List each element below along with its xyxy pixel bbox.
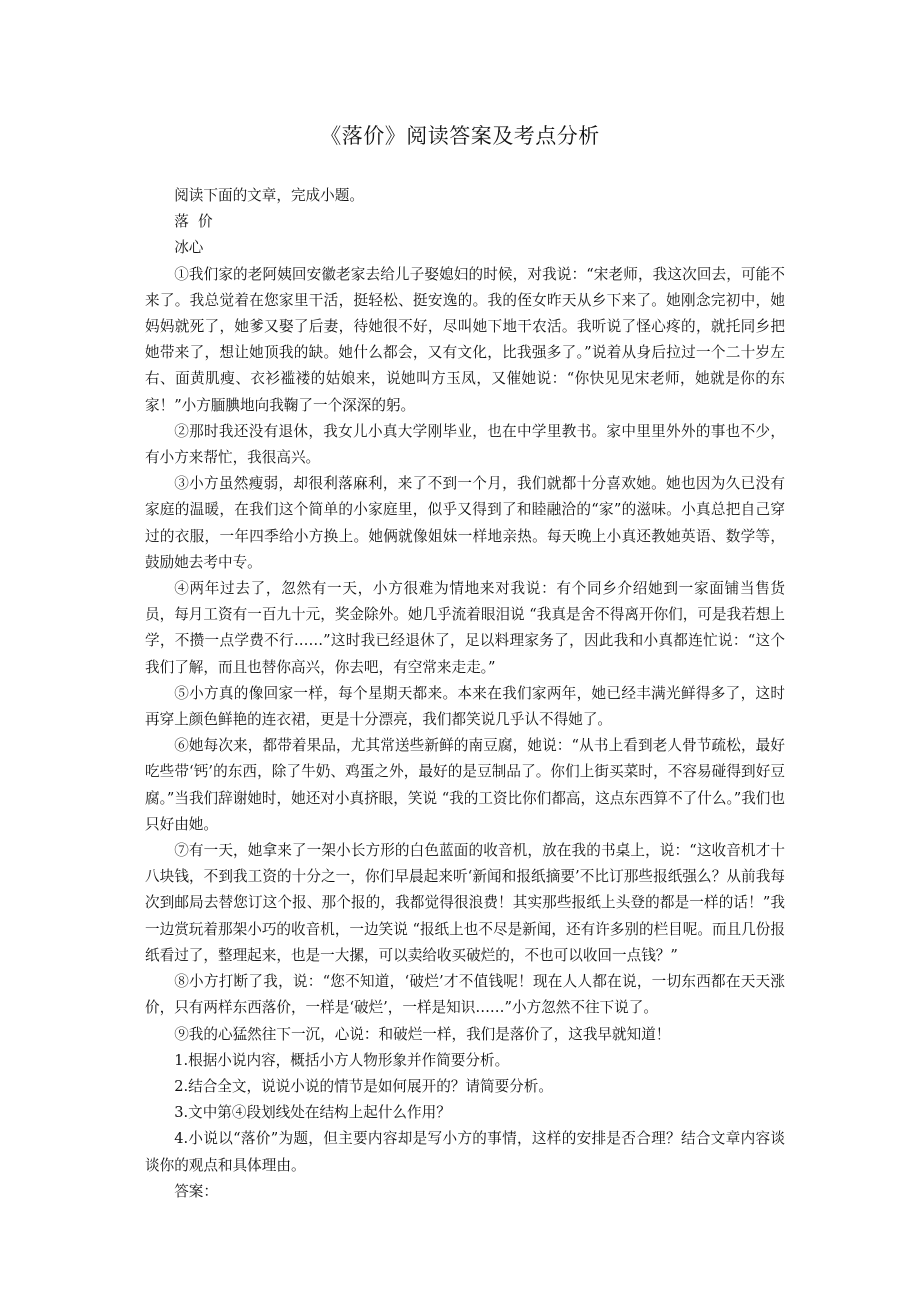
answer-label: 答案： [174, 1182, 218, 1200]
question-1: 1.根据小说内容，概括小方人物形象并作简要分析。 [174, 1051, 510, 1069]
document-title: 《落价》阅读答案及考点分析 [320, 124, 600, 148]
paragraph-8: ⑧小方打断了我，说：“您不知道，‘破烂’才不值钱呢！现在人人都在说，一切东西都在天天涨价，只有两样东西落价，一样是‘破烂’，一样是知识……”小方忽然不往下说了。 [145, 973, 785, 1017]
paragraph-3: ③小方虽然瘦弱，却很利落麻利，来了不到一个月，我们就都十分喜欢她。她也因为久已没有家庭的温暖，在我们这个简单的小家庭里，似乎又得到了和睦融洽的“家”的滋味。小真总把自己穿过的衣服，一年四季给小方换上。她俩就像姐妹一样地亲热。每天晚上小真还教她英语、数学等，鼓励她去考中专。 [145, 475, 785, 571]
article-author: 冰心 [174, 239, 204, 257]
paragraph-5: ⑤小方真的像回家一样，每个星期天都来。本来在我们家两年，她已经丰满光鲜得多了，这时再穿上颜色鲜艳的连衣裙，更是十分漂亮，我们都笑说几乎认不得她了。 [145, 684, 785, 729]
question-2: 2.结合全文，说说小说的情节是如何展开的？请简要分析。 [174, 1077, 553, 1095]
instruction-text: 阅读下面的文章，完成小题。 [174, 187, 364, 204]
paragraph-9: ⑨我的心猛然往下一沉，心说：和破烂一样，我们是落价了，这我早就知道！ [174, 1025, 671, 1043]
paragraph-4: ④两年过去了，忽然有一天，小方很难为情地来对我说：有个同乡介绍她到一家面铺当售货员，每月工资有一百九十元，奖金除外。她几乎流着眼泪说 “我真是舍不得离开你们，可是我若想上学，不攒一点学费不行……”这时我已经退休了，足以料理家务了，因此我和小真都连忙说：“这个我们了解，而且也替你高兴，你去吧，有空常来走走。” [145, 580, 785, 676]
paragraph-2: ②那时我还没有退休，我女儿小真大学刚毕业，也在中学里教书。家中里里外外的事也不少，有小方来帮忙，我很高兴。 [145, 422, 785, 467]
paragraph-1: ①我们家的老阿姨回安徽老家去给儿子娶媳妇的时候，对我说：“宋老师，我这次回去，可能不来了。我总觉着在您家里干活，挺轻松、挺安逸的。我的侄女昨天从乡下来了。她刚念完初中，她妈妈就死了，她爹又娶了后妻，待她很不好，尽叫她下地干农活。我听说了怪心疼的，就托同乡把她带来了，想让她顶我的缺。她什么都会，又有文化，比我强多了。”说着从身后拉过一个二十岁左右、面黄肌瘦、衣衫褴褛的姑娘来，说她叫方玉凤，又催她说：“你快见见宋老师，她就是你的东家！”小方腼腆地向我鞠了一个深深的躬。 [145, 265, 785, 414]
article-title: 落 价 [174, 213, 213, 231]
paragraph-6: ⑥她每次来，都带着果品，尤其常送些新鲜的南豆腐，她说：“从书上看到老人骨节疏松，最好吃些带‘钙’的东西，除了牛奶、鸡蛋之外，最好的是豆制品了。你们上街买菜时，不容易碰得到好豆腐。”当我们辞谢她时，她还对小真挤眼，笑说 “我的工资比你们都高，这点东西算不了什么。”我们也只好由她。 [145, 737, 785, 833]
question-4: 4.小说以“落价”为题，但主要内容却是写小方的事情，这样的安排是否合理？结合文章内容谈谈你的观点和具体理由。 [145, 1130, 785, 1174]
paragraph-7: ⑦有一天，她拿来了一架小长方形的白色蓝面的收音机，放在我的书桌上，说：“这收音机才十八块钱，不到我工资的十分之一，你们早晨起来听‘新闻和报纸摘要’不比订那些报纸强么？从前我每次到邮局去替您订这个报、那个报的，我都觉得很浪费！其实那些报纸上头登的都是一样的话！”我一边赏玩着那架小巧的收音机，一边笑说 “报纸上也不尽是新闻，还有许多别的栏目呢。而且几份报纸看过了，整理起来，也是一大摞，可以卖给收买破烂的，不也可以收回一点钱？” [145, 842, 785, 964]
document-body [145, 183, 785, 1205]
question-3: 3.文中第④段划线处在结构上起什么作用？ [174, 1104, 451, 1122]
